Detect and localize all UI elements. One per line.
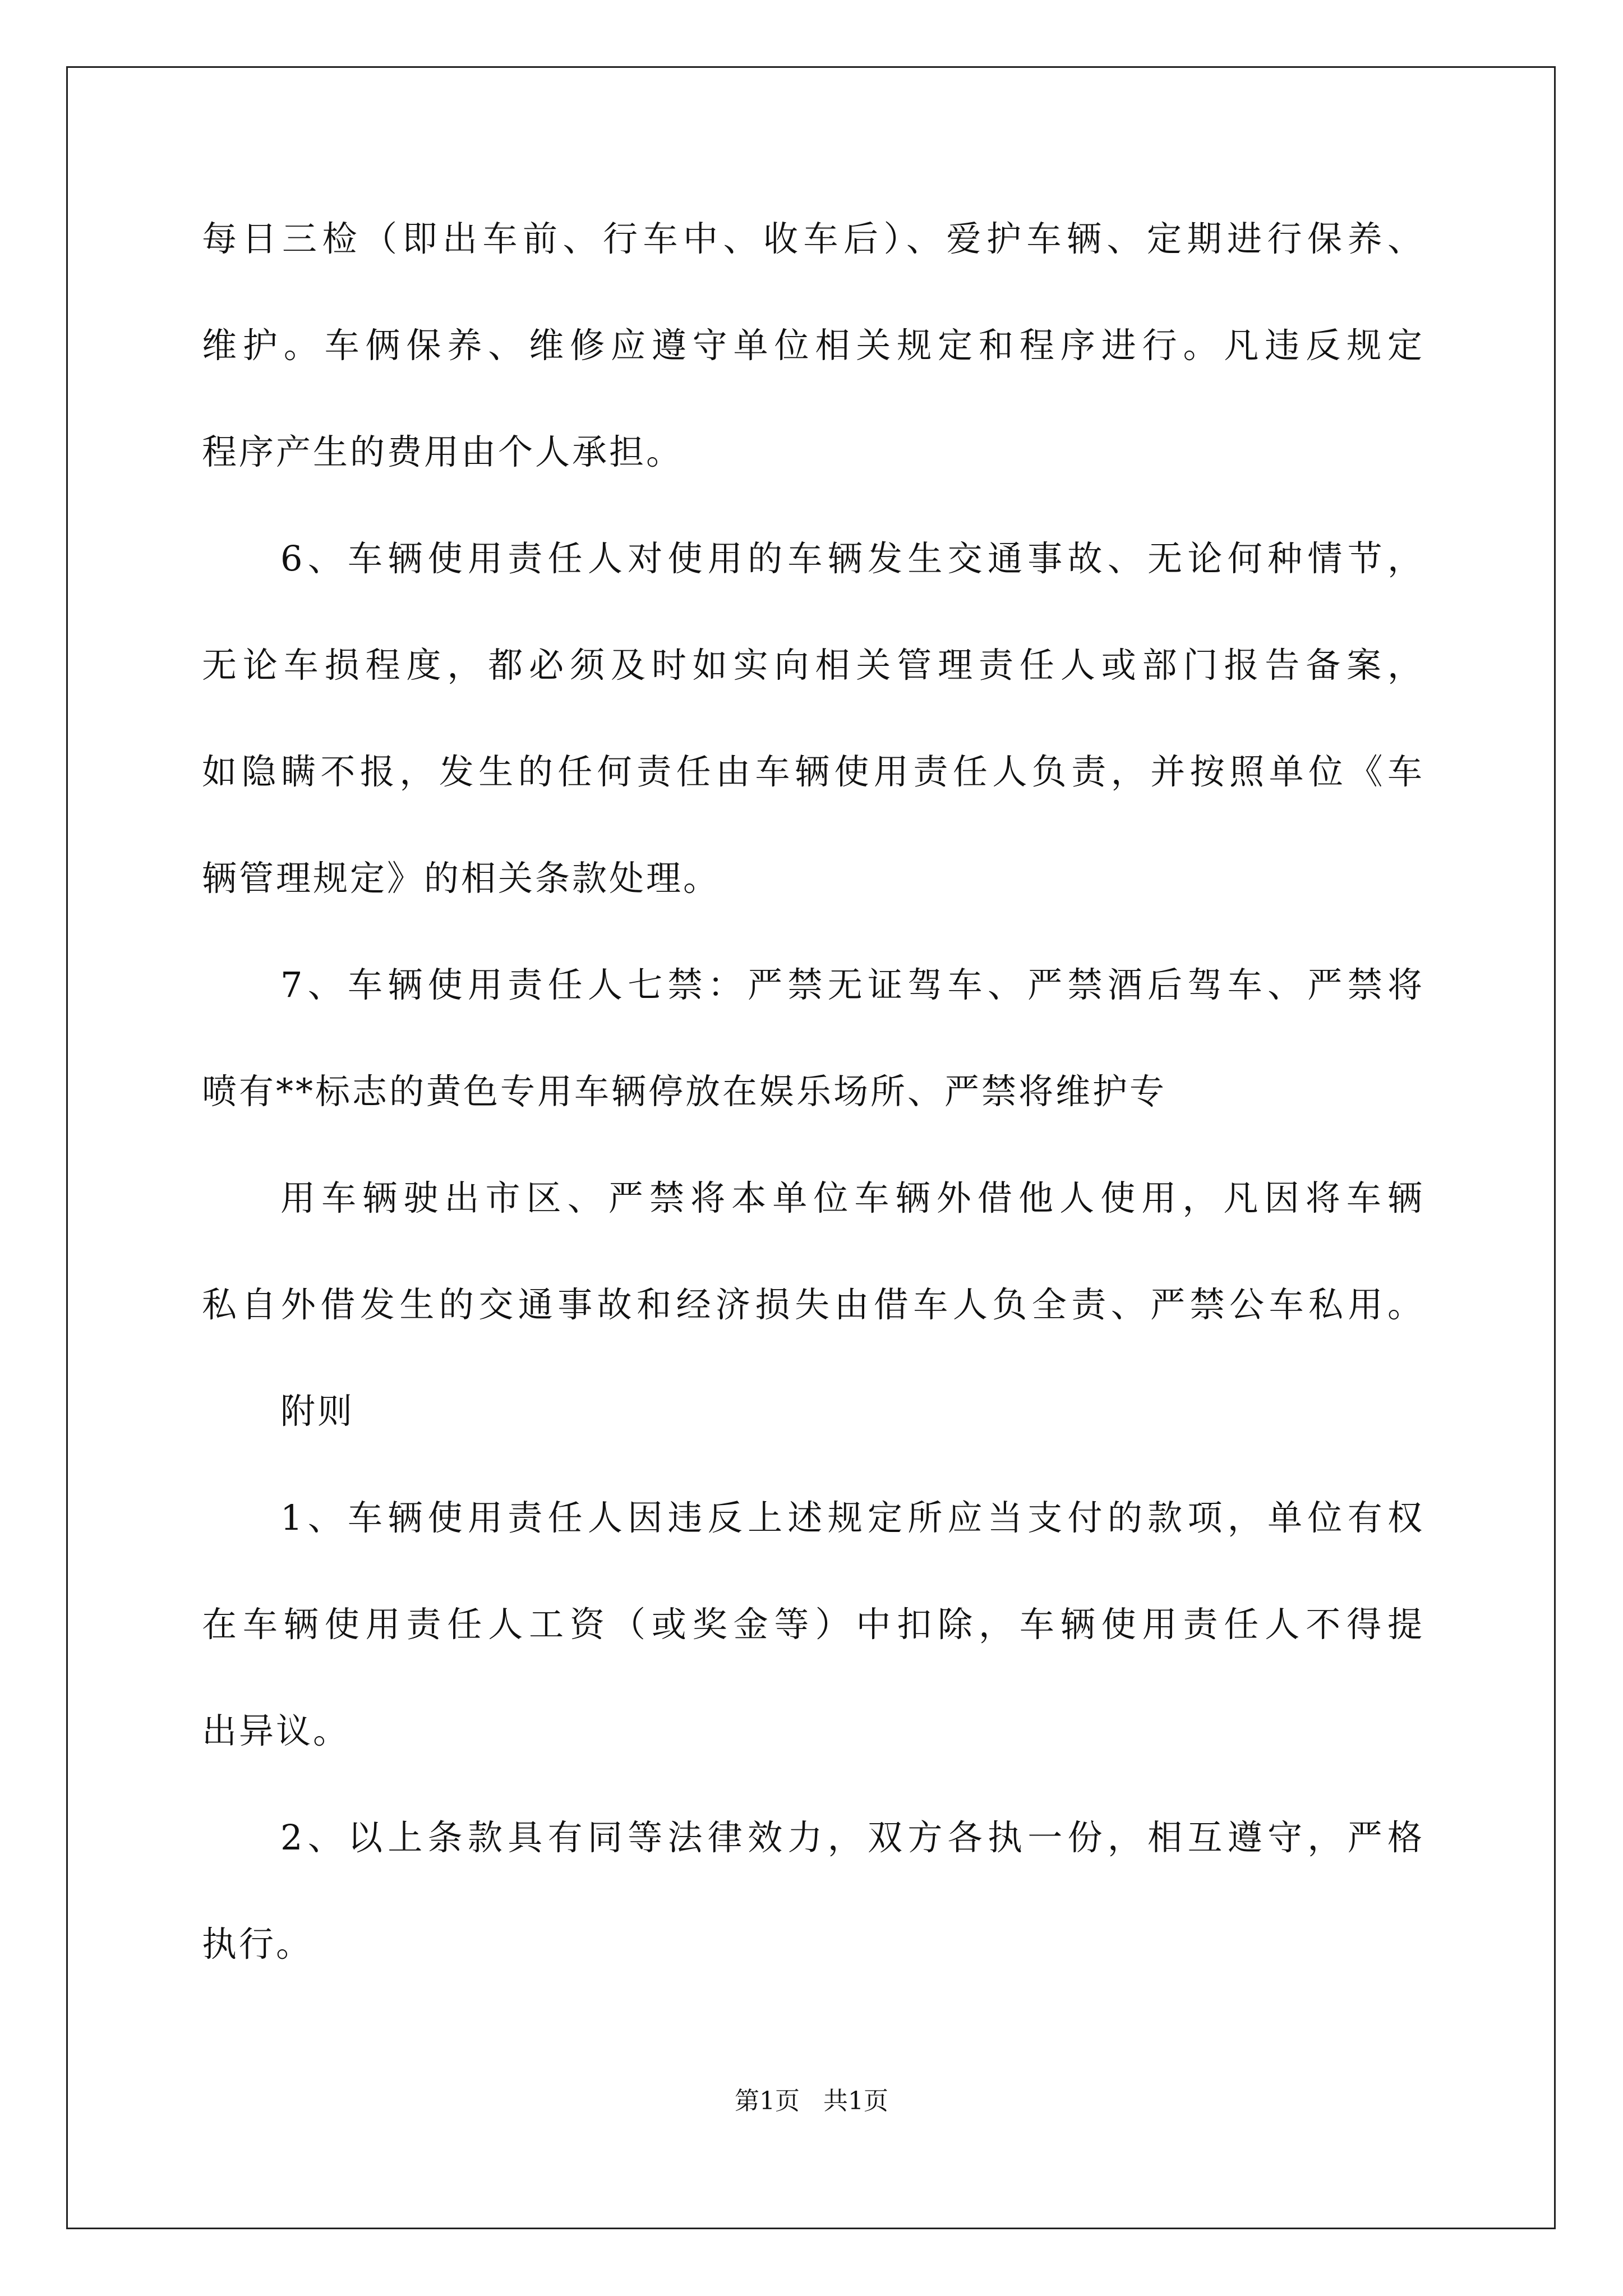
text-line: 如隐瞒不报，发生的任何责任由车辆使用责任人负责，并按照单位《车: [202, 751, 1424, 792]
text-line: 2、以上条款具有同等法律效力，双方各执一份，相互遵守，严格: [280, 1817, 1424, 1858]
page-border: [66, 66, 1556, 2229]
text-line: 6、车辆使用责任人对使用的车辆发生交通事故、无论何种情节，: [280, 538, 1424, 579]
text-line: 在车辆使用责任人工资（或奖金等）中扣除，车辆使用责任人不得提: [202, 1604, 1424, 1645]
text-line: 维护。车俩保养、维修应遵守单位相关规定和程序进行。凡违反规定: [202, 325, 1424, 366]
text-line: 7、车辆使用责任人七禁：严禁无证驾车、严禁酒后驾车、严禁将: [280, 964, 1424, 1005]
text-line: 程序产生的费用由个人承担。: [202, 431, 684, 472]
text-line: 每日三检（即出车前、行车中、收车后）、爱护车辆、定期进行保养、: [202, 218, 1424, 259]
page-footer: 第1页 共1页: [735, 2087, 888, 2115]
text-line: 出异议。: [202, 1710, 351, 1751]
text-line: 执行。: [202, 1924, 313, 1964]
text-line: 喷有**标志的黄色专用车辆停放在娱乐场所、严禁将维护专: [202, 1071, 1167, 1112]
text-line: 无论车损程度，都必须及时如实向相关管理责任人或部门报告备案，: [202, 645, 1424, 685]
text-line: 私自外借发生的交通事故和经济损失由借车人负全责、严禁公车私用。: [202, 1284, 1424, 1325]
text-line: 用车辆驶出市区、严禁将本单位车辆外借他人使用，凡因将车辆: [280, 1177, 1424, 1218]
text-line: 辆管理规定》的相关条款处理。: [202, 858, 721, 899]
section-heading: 附则: [280, 1391, 355, 1432]
text-line: 1、车辆使用责任人因违反上述规定所应当支付的款项，单位有权: [280, 1497, 1424, 1538]
